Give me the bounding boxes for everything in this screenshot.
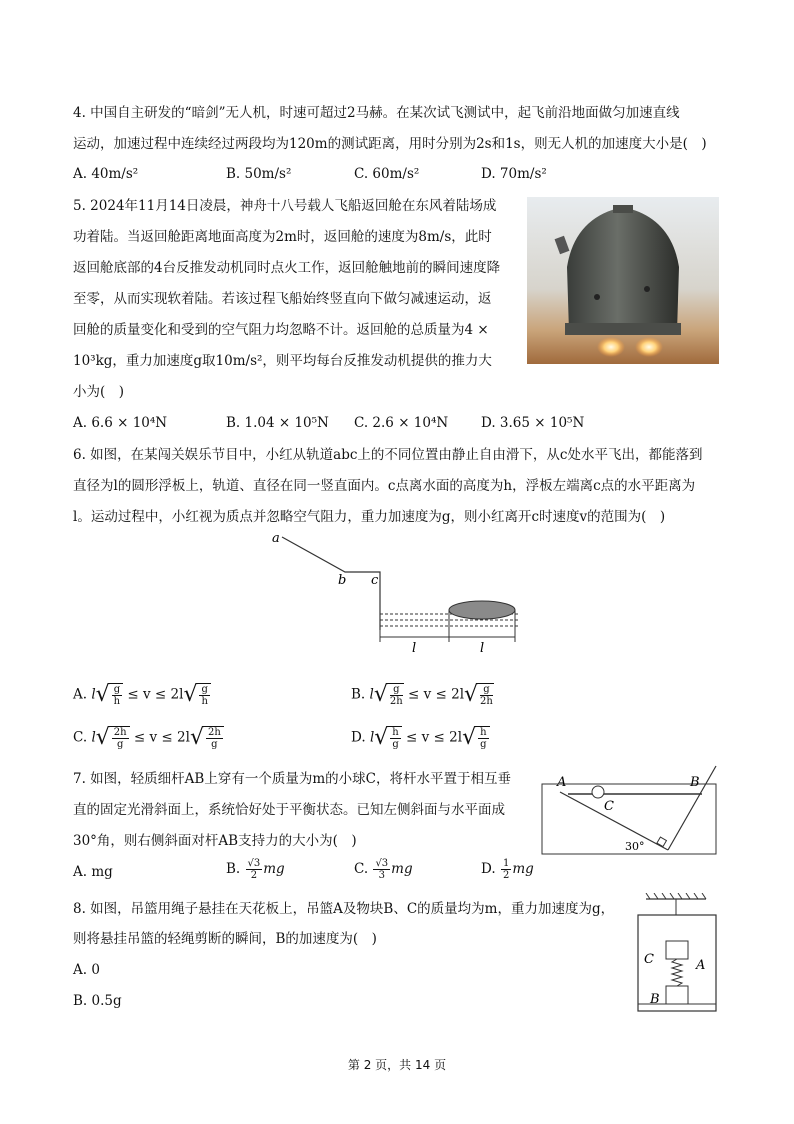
q5-line-6: 10³kg，重力加速度g取10m/s²，则平均每台反推发动机提供的推力大 [73,353,492,369]
fig6-label-l1: l [412,641,417,655]
q4-option-a: A. 40m/s² [73,166,139,182]
capsule-photo [527,197,719,364]
q8-line-2: 则将悬挂吊篮的轻绳剪断的瞬间，B的加速度为( ) [73,931,377,947]
q4-line-2: 运动，加速过程中连续经过两段均为120m的测试距离，用时分别为2s和1s，则无人机的加速度大小是( ) [73,136,707,152]
q8-option-b: B. 0.5g [73,993,122,1009]
q5-line-7: 小为( ) [73,384,125,400]
fig6-label-a: a [272,531,280,546]
q6-option-d: D. l√ $\frac{h}{g}$ ≤ v ≤ 2l√ $\frac{h}{g}$ [351,726,490,750]
q7-option-b: B. $\frac{√3}{2}$ mg [226,858,285,881]
q4-line-1: 4. 中国自主研发的“暗剑”无人机，时速可超过2马赫。在某次试飞测试中，起飞前沿地面做匀加速直线 [73,105,680,121]
q7-option-a: A. mg [73,864,113,880]
q7-option-d: D. $\frac{1}{2}$ mg [481,858,534,881]
fig7-label-b: B [690,775,700,790]
q5-line-3: 返回舱底部的4台反推发动机同时点火工作，返回舱触地前的瞬间速度降 [73,260,501,276]
q6-line-1: 6. 如图，在某闯关娱乐节目中，小红从轨道abc上的不同位置由静止自由滑下，从c处水平飞出，都能落到 [73,447,703,463]
q7-line-3: 30°角，则右侧斜面对杆AB支持力的大小为( ) [73,833,357,849]
q5-option-d: D. 3.65 × 10⁵N [481,415,585,431]
fig6-label-b: b [338,573,347,588]
q6-option-c: C. l√ $\frac{2h}{g}$ ≤ v ≤ 2l√ $\frac{2h}{g}$ [73,726,224,750]
q6-line-2: 直径为l的圆形浮板上，轨道、直径在同一竖直面内。c点离水面的高度为h，浮板左端离c点的水平距离为 [73,478,696,494]
q5-line-1: 5. 2024年11月14日凌晨，神舟十八号载人飞船返回舱在东风着陆场成 [73,198,497,214]
fig8-label-b: B [650,992,660,1007]
q7-option-c: C. $\frac{√3}{3}$ mg [354,858,413,881]
track-figure [265,530,530,655]
fig8-label-c: C [644,952,654,967]
q7-line-2: 直的固定光滑斜面上，系统恰好处于平衡状态。已知左侧斜面与水平面成 [73,802,505,818]
q5-line-5: 回舱的质量变化和受到的空气阻力均忽略不计。返回舱的总质量为4 × [73,322,489,338]
q7-line-1: 7. 如图，轻质细杆AB上穿有一个质量为m的小球C，将杆水平置于相互垂 [73,771,511,787]
fig6-label-c: c [371,573,379,588]
fig7-label-a: A [557,775,567,790]
q8-line-1: 8. 如图，吊篮用绳子悬挂在天花板上，吊篮A及物块B、C的质量均为m，重力加速度为g， [73,901,615,917]
q5-option-b: B. 1.04 × 10⁵N [226,415,329,431]
fig8-label-a: A [696,958,706,973]
fig7-angle-label: 30° [625,840,645,853]
q4-option-c: C. 60m/s² [354,166,420,182]
fig7-label-c: C [604,799,614,814]
q5-option-c: C. 2.6 × 10⁴N [354,415,449,431]
q8-option-a: A. 0 [73,962,100,978]
q6-line-3: l。运动过程中，小红视为质点并忽略空气阻力，重力加速度为g，则小红离开c时速度v的范围为( ) [73,509,666,525]
q6-option-b: B. l√ $\frac{g}{2h}$ ≤ v ≤ 2l√ $\frac{g}{2h}$ [351,682,493,707]
fig6-label-l2: l [480,641,485,655]
q4-option-d: D. 70m/s² [481,166,547,182]
q5-option-a: A. 6.6 × 10⁴N [73,415,168,431]
page-footer: 第 2 页，共 14 页 [347,1058,447,1072]
q4-option-b: B. 50m/s² [226,166,292,182]
q5-line-4: 至零，从而实现软着陆。若该过程飞船始终竖直向下做匀减速运动，返 [73,291,492,307]
incline-figure [540,762,722,858]
q5-line-2: 功着陆。当返回舱距离地面高度为2m时，返回舱的速度为8m/s，此时 [73,229,492,245]
basket-figure [632,893,720,1013]
q6-option-a: A. l√ $\frac{g}{h}$ ≤ v ≤ 2l√ $\frac{g}{h}$ [73,683,211,707]
